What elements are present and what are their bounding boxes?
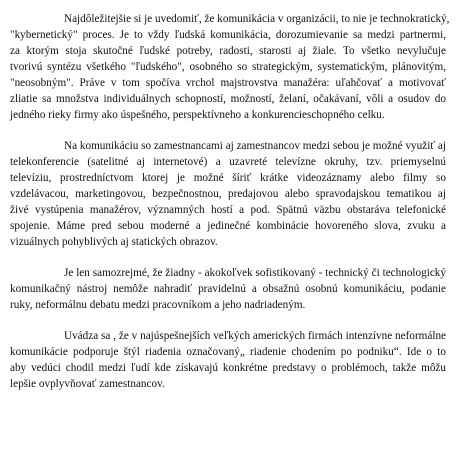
- text-line: "neosobným". Práve v tom spočíva vrchol majstrovstva manažéra: uľahčovať a motivovať: [10, 77, 446, 89]
- text-line: komunikácie podporuje štýl riadenia označovaný„ riadenie chodením po podniku“. Ide o to: [10, 346, 446, 358]
- text-line: živé vystúpenia manažérov, významných hostí a pod. Spätnú väzbu obstaráva telefonické: [10, 204, 446, 216]
- text-line: aby vedúci chodil medzi ľudí kde získavajú konkrétne predstavy o problémoch, takže môžu: [10, 362, 446, 374]
- text-line: lepšie ovplyvňovať zamestnancov.: [10, 378, 165, 390]
- text-line: tvorivú syntézu všetkého "ľudského", osobného so strategickým, systematickým, plánovitým,: [10, 61, 446, 73]
- text-line: telekonferencie (satelitné aj internetové) a uzavreté televízne okruhy, tzv. priemyselnú: [10, 156, 446, 168]
- text-line: vzdelávacou, marketingovou, bezpečnostnou, predajovou alebo spravodajskou tematikou aj: [10, 188, 446, 200]
- text-line: komunikačný nástroj nemôže nahradiť pravidelnú a obsažnú osobnú komunikáciu, podanie: [10, 283, 446, 295]
- text-line: Je len samozrejmé, že žiadny - akokoľvek sofistikovaný - technický či technologický: [64, 267, 446, 279]
- paragraph-2: [0, 138, 457, 250]
- text-line: Uvádza sa , že v najúspešnejších veľkých amerických firmách intenzívne neformálne: [64, 330, 446, 342]
- text-line: za ktorým stoja skutočné ľudské potreby, radosti, starosti aj žiale. To všetko nevylučuje: [10, 45, 446, 57]
- text-line: "kybernetický" proces. Je to vždy ľudská komunikácia, dorozumievanie sa medzi partnermi,: [10, 29, 446, 41]
- paragraph-1: [0, 11, 457, 123]
- text-line: zliatie sa množstva individuálnych schopností, možností, želaní, očakávaní, vôli a osudov do: [10, 93, 446, 105]
- text-line: ruky, neformálnu debatu medzi pracovníkom a jeho nadriadeným.: [10, 299, 306, 311]
- paragraph-4: [0, 328, 457, 392]
- paragraph-3: [0, 265, 457, 313]
- text-line: vizuálnych pohyblivých aj statických obrazov.: [10, 236, 218, 248]
- text-line: televíziu, prostredníctvom ktorej je možné šíriť krátke videozáznamy alebo filmy so: [10, 172, 446, 184]
- text-line: Na komunikáciu so zamestnancami aj zamestnancov medzi sebou je možné využiť aj: [64, 140, 446, 152]
- text-line: Najdôležitejšie si je uvedomiť, že komunikácia v organizácii, to nie je technokratický,: [64, 13, 450, 25]
- text-line: spojenie. Máme pred sebou moderné a jedinečné kombinácie hovoreného slova, zvuku a: [10, 220, 446, 232]
- text-line: jedného rieky firmy ako úspešného, perspektívneho a konkurencieschopného celku.: [10, 109, 385, 121]
